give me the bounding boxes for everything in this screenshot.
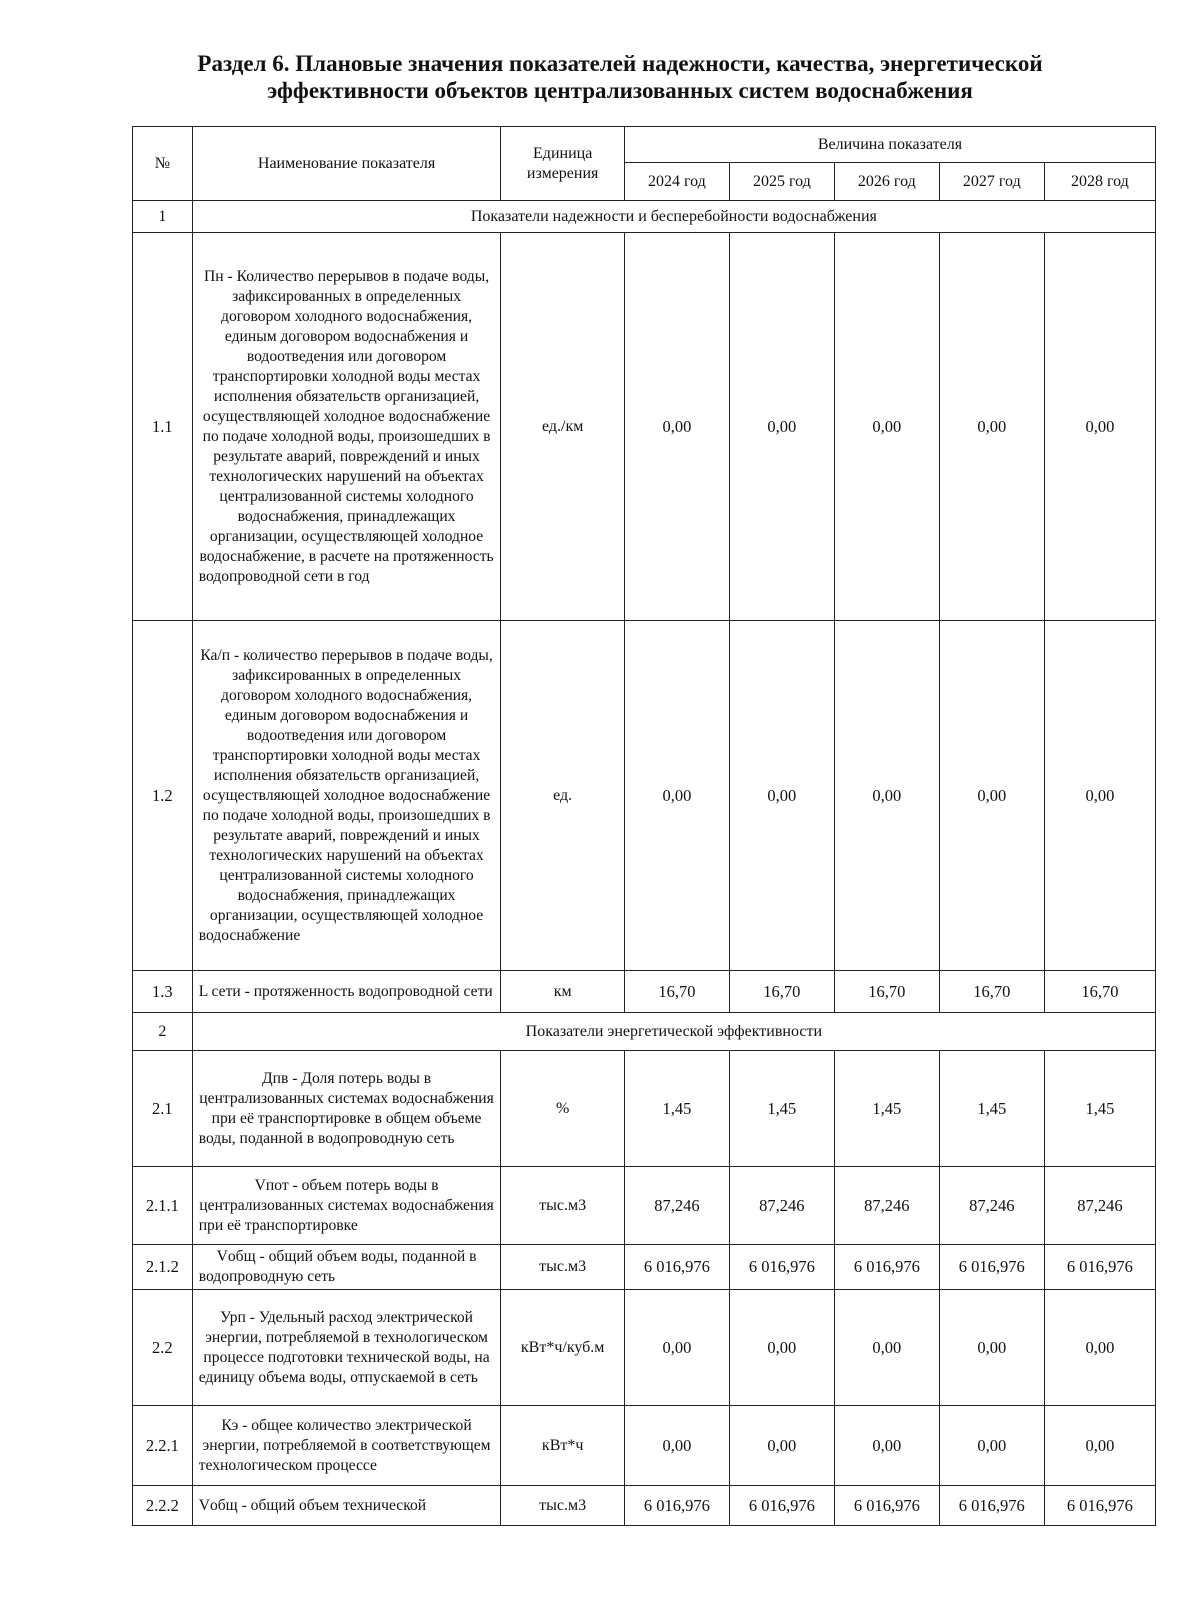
table-row <box>133 621 1156 971</box>
row-value-2026: 0,00 <box>834 621 939 971</box>
row-value-2026: 6 016,976 <box>834 1245 939 1290</box>
row-name: Vобщ - общий объем технической <box>192 1486 501 1526</box>
row-value-2024: 0,00 <box>624 1290 729 1406</box>
table-row <box>133 1486 1156 1526</box>
row-value-2024: 16,70 <box>624 971 729 1013</box>
row-value-2024: 6 016,976 <box>624 1245 729 1290</box>
header-year-2025: 2025 год <box>729 163 834 201</box>
row-value-2026: 87,246 <box>834 1167 939 1245</box>
row-name: Дпв - Доля потерь воды в централизованных системах водоснабжения при её транспортировке в общем объеме воды, поданной в водопроводную сеть <box>192 1051 501 1167</box>
row-value-2028: 0,00 <box>1044 621 1155 971</box>
row-unit: км <box>501 971 624 1013</box>
row-value-2026: 1,45 <box>834 1051 939 1167</box>
row-value-2028: 0,00 <box>1044 233 1155 621</box>
row-value-2027: 6 016,976 <box>939 1245 1044 1290</box>
row-value-2028: 16,70 <box>1044 971 1155 1013</box>
row-name: Урп - Удельный расход электрической энергии, потребляемой в технологическом процессе подготовки технической воды, на единицу объема воды, отпускаемой в сеть <box>192 1290 501 1406</box>
row-num: 1.2 <box>133 621 193 971</box>
row-value-2024: 87,246 <box>624 1167 729 1245</box>
row-value-2026: 0,00 <box>834 1290 939 1406</box>
row-unit: тыс.м3 <box>501 1167 624 1245</box>
row-unit: тыс.м3 <box>501 1245 624 1290</box>
row-num: 2.1 <box>133 1051 193 1167</box>
header-value-group: Величина показателя <box>624 127 1155 163</box>
row-unit: % <box>501 1051 624 1167</box>
header-year-2028: 2028 год <box>1044 163 1155 201</box>
row-value-2027: 87,246 <box>939 1167 1044 1245</box>
indicators-table <box>132 126 1156 1526</box>
row-value-2027: 0,00 <box>939 233 1044 621</box>
row-value-2024: 1,45 <box>624 1051 729 1167</box>
title-line-1: Раздел 6. Плановые значения показателей надежности, качества, энергетической <box>197 51 1043 76</box>
row-unit: ед./км <box>501 233 624 621</box>
row-value-2026: 16,70 <box>834 971 939 1013</box>
row-name: Vобщ - общий объем воды, поданной в водопроводную сеть <box>192 1245 501 1290</box>
row-name: Кэ - общее количество электрической энергии, потребляемой в соответствующем технологическом процессе <box>192 1406 501 1486</box>
row-value-2027: 16,70 <box>939 971 1044 1013</box>
row-value-2024: 0,00 <box>624 621 729 971</box>
table-row <box>133 971 1156 1013</box>
table-row <box>133 1406 1156 1486</box>
section-num: 1 <box>133 201 193 233</box>
row-num: 2.1.1 <box>133 1167 193 1245</box>
header-row-top <box>133 127 1156 163</box>
row-value-2025: 16,70 <box>729 971 834 1013</box>
row-value-2025: 0,00 <box>729 1290 834 1406</box>
row-value-2028: 6 016,976 <box>1044 1486 1155 1526</box>
row-value-2027: 1,45 <box>939 1051 1044 1167</box>
row-unit: ед. <box>501 621 624 971</box>
row-name: Vпот - объем потерь воды в централизованных системах водоснабжения при её транспортировке <box>192 1167 501 1245</box>
header-year-2027: 2027 год <box>939 163 1044 201</box>
header-year-2026: 2026 год <box>834 163 939 201</box>
row-num: 1.1 <box>133 233 193 621</box>
row-value-2025: 1,45 <box>729 1051 834 1167</box>
row-value-2025: 87,246 <box>729 1167 834 1245</box>
section-label: Показатели энергетической эффективности <box>192 1013 1155 1051</box>
row-value-2024: 6 016,976 <box>624 1486 729 1526</box>
header-name: Наименование показателя <box>192 127 501 201</box>
row-num: 2.2.1 <box>133 1406 193 1486</box>
row-unit: тыс.м3 <box>501 1486 624 1526</box>
row-value-2027: 0,00 <box>939 1406 1044 1486</box>
row-value-2027: 6 016,976 <box>939 1486 1044 1526</box>
header-num: № <box>133 127 193 201</box>
row-value-2024: 0,00 <box>624 1406 729 1486</box>
row-unit: кВт*ч/куб.м <box>501 1290 624 1406</box>
row-value-2028: 0,00 <box>1044 1290 1155 1406</box>
row-value-2025: 0,00 <box>729 1406 834 1486</box>
row-value-2028: 6 016,976 <box>1044 1245 1155 1290</box>
row-unit: кВт*ч <box>501 1406 624 1486</box>
row-value-2025: 0,00 <box>729 233 834 621</box>
row-value-2025: 6 016,976 <box>729 1245 834 1290</box>
row-value-2026: 6 016,976 <box>834 1486 939 1526</box>
section-num: 2 <box>133 1013 193 1051</box>
row-num: 2.2 <box>133 1290 193 1406</box>
row-num: 2.2.2 <box>133 1486 193 1526</box>
row-name: Ка/п - количество перерывов в подаче воды, зафиксированных в определенных договором холодного водоснабжения, единым договором водоснабжения и водоотведения или договором транспортировки холодной воды местах исполнения обязательств организацией, осуществляющей холодное водоснабжение по подаче холодной воды, произошедших в результате аварий, повреждений и иных технологических нарушений на объектах централизованной системы холодного водоснабжения, принадлежащих организации, осуществляющей холодное водоснабжение <box>192 621 501 971</box>
section-row <box>133 201 1156 233</box>
table-row <box>133 1245 1156 1290</box>
header-year-2024: 2024 год <box>624 163 729 201</box>
row-value-2028: 1,45 <box>1044 1051 1155 1167</box>
header-unit: Единица измерения <box>501 127 624 201</box>
table-row <box>133 1167 1156 1245</box>
document-title <box>150 50 1090 104</box>
row-num: 2.1.2 <box>133 1245 193 1290</box>
table-row <box>133 1290 1156 1406</box>
row-num: 1.3 <box>133 971 193 1013</box>
row-value-2027: 0,00 <box>939 621 1044 971</box>
row-name: L сети - протяженность водопроводной сети <box>192 971 501 1013</box>
row-value-2028: 87,246 <box>1044 1167 1155 1245</box>
title-line-2: эффективности объектов централизованных систем водоснабжения <box>267 78 973 103</box>
table-row <box>133 233 1156 621</box>
row-value-2026: 0,00 <box>834 1406 939 1486</box>
table-row <box>133 1051 1156 1167</box>
row-value-2025: 6 016,976 <box>729 1486 834 1526</box>
section-label: Показатели надежности и бесперебойности водоснабжения <box>192 201 1155 233</box>
row-value-2026: 0,00 <box>834 233 939 621</box>
row-value-2028: 0,00 <box>1044 1406 1155 1486</box>
row-value-2025: 0,00 <box>729 621 834 971</box>
section-row <box>133 1013 1156 1051</box>
row-value-2027: 0,00 <box>939 1290 1044 1406</box>
row-value-2024: 0,00 <box>624 233 729 621</box>
row-name: Пн - Количество перерывов в подаче воды, зафиксированных в определенных договором холодного водоснабжения, единым договором водоснабжения и водоотведения или договором транспортировки холодной воды местах исполнения обязательств организацией, осуществляющей холодное водоснабжение по подаче холодной воды, произошедших в результате аварий, повреждений и иных технологических нарушений на объектах централизованной системы холодного водоснабжения, принадлежащих организации, осуществляющей холодное водоснабжение, в расчете на протяженность водопроводной сети в год <box>192 233 501 621</box>
